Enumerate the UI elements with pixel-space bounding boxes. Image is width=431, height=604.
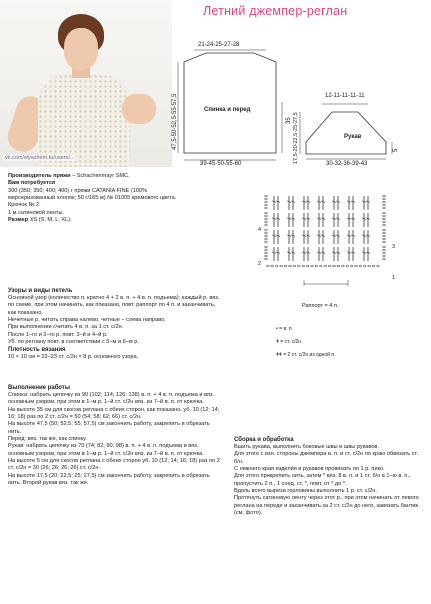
legend-text: = в. п. — [279, 326, 293, 332]
chain-symbol — [265, 207, 268, 209]
chain-symbol — [328, 265, 331, 267]
photo-jumper — [38, 74, 130, 167]
body-top-dimension: 21-24-25-27-28 — [198, 42, 240, 48]
chain-symbol — [265, 215, 268, 217]
chain-symbol — [355, 265, 358, 267]
chain-symbol — [315, 265, 318, 267]
chain-symbol — [383, 258, 386, 260]
chain-symbol — [383, 195, 386, 197]
chain-symbol — [271, 265, 274, 267]
materials-block — [8, 173, 180, 224]
chain-symbol — [265, 249, 268, 251]
legend-item — [276, 352, 335, 358]
chain-symbol — [383, 218, 386, 220]
chain-symbol — [265, 255, 268, 257]
patterns-paragraph: После 1–го и 2–го р. повт. 3–й и 4–й р. — [8, 331, 108, 338]
assembly-paragraph: Вшить рукава, выполнить боковые швы и швы рукавов. — [234, 444, 379, 450]
chain-symbol — [383, 201, 386, 203]
assembly-paragraph: Протянуть сатиновую ленту через этот р., при этом начинать от левого реглана на переде и заканчивать за 2 ст. с/2н до него, завязать бантик (см. фото). — [234, 495, 419, 517]
chain-symbol — [383, 252, 386, 254]
chain-symbol — [383, 207, 386, 209]
patterns-paragraph: При выполнении считать 4 в. п. за 1 ст. с/2н. — [8, 324, 124, 331]
chain-symbol — [265, 235, 268, 237]
legend-text: = 2 ст. с/2н из одной п. — [283, 352, 336, 358]
assembly-paragraph: Для этого с изн. стороны джемпера в. п. и ст. с/2н по краю обвязать ст. б/н. — [234, 451, 419, 465]
chain-symbol — [383, 224, 386, 226]
chain-symbol — [265, 195, 268, 197]
chain-symbol — [383, 229, 386, 231]
chain-symbol — [265, 258, 268, 260]
chain-icon: • — [276, 326, 278, 332]
chain-symbol — [265, 198, 268, 200]
chain-symbol — [383, 249, 386, 251]
body-label: Спинка и перед — [204, 107, 251, 113]
cluster-icon: ǂǂ — [276, 352, 282, 358]
chain-symbol — [265, 224, 268, 226]
chain-symbol — [311, 265, 314, 267]
patterns-paragraph: Уб. по реглану повт. в соответствии с 5–м и 6–м р. — [8, 339, 139, 346]
chain-symbol — [372, 265, 375, 267]
chain-symbol — [368, 265, 371, 267]
work-paragraph: На высоте 47,5 (50; 52,5; 55; 57,5) см закончить работу, закрепить и обрезать нить. — [8, 421, 210, 435]
row-number: 1 — [392, 275, 396, 281]
chain-symbol — [265, 212, 268, 214]
chain-symbol — [319, 265, 322, 267]
chain-symbol — [297, 265, 300, 267]
size-label: Размер — [8, 217, 29, 224]
patterns-paragraph: Основной узор (количество п. кратно 4 + 2 в. п. + 4 в. п. подъема): каждый р. вяз. по схеме, при этом начинать, как показано, повт. раппорт по 4 п. и заканчивать, как показано. — [8, 295, 220, 316]
chain-symbol — [359, 265, 362, 267]
chain-symbol — [265, 238, 268, 240]
chain-symbol — [293, 265, 296, 267]
body-bottom-dimension: 39-45-50-55-60 — [200, 161, 242, 167]
chain-symbol — [265, 229, 268, 231]
chain-symbol — [265, 204, 268, 206]
sleeve-bottom-dimension: 30-32-36-39-43 — [326, 161, 368, 167]
assembly-paragraph: Вдоль всего выреза горловины выполнить 1 р. ст. с/2н. — [234, 488, 377, 495]
work-header: Выполнение работы — [8, 385, 70, 391]
row-number: 3 — [392, 244, 396, 250]
rapport-label: Раппорт = 4 п. — [302, 303, 339, 309]
chain-symbol — [267, 265, 270, 267]
chain-symbol — [265, 201, 268, 203]
assembly-header: Сборка и обработка — [234, 437, 294, 443]
work-paragraph: На высоте 35 см для скосов реглана с обеих сторон, как показано, уб. 10 (12; 14; 16; 18) раз по 2 ст. с/2н = 50 (54; 58; 62; 66) ст. с/2н. — [8, 406, 220, 421]
chain-symbol — [363, 265, 366, 267]
yarn-label: Производитель пряжи — [8, 173, 71, 179]
assembly-paragraph: С нижнего края изделия и рукавов провязать по 1 р. пико. — [234, 466, 385, 473]
chain-symbol — [383, 204, 386, 206]
legend-item — [276, 339, 301, 345]
chain-symbol — [383, 221, 386, 223]
chain-symbol — [324, 265, 327, 267]
assembly-block — [234, 436, 424, 517]
patterns-block — [8, 287, 222, 362]
chain-symbol — [383, 246, 386, 248]
body-height-dimension: 47,5-50-52,5-55-57,5 — [172, 93, 178, 150]
model-photo — [0, 0, 172, 167]
chain-symbol — [383, 215, 386, 217]
size-value: XS (S; M; L; XL). — [28, 217, 72, 224]
row-number: 4 — [258, 227, 262, 233]
hook-text: Крючок № 2. — [8, 202, 41, 209]
sleeve-top-dimension: 12-11-11-11-11 — [325, 93, 365, 99]
chain-symbol — [383, 235, 386, 237]
chain-symbol — [280, 265, 283, 267]
sleeve-height-dimension: 17,5-20-22,5-25-27,5 — [293, 112, 299, 164]
chain-symbol — [383, 232, 386, 234]
photo-watermark: vk.com/wyazhem.tu/users/... — [5, 155, 75, 161]
work-paragraph: Перед: вяз. так же, как спинку. — [8, 436, 87, 443]
chain-symbol — [289, 265, 292, 267]
chain-symbol — [265, 221, 268, 223]
chain-symbol — [265, 252, 268, 254]
chain-symbol — [275, 265, 278, 267]
yarn-value: – Schachenmayr SMC. — [70, 173, 130, 179]
patterns-header: Узоры и виды петель — [8, 288, 73, 294]
sleeve-label: Рукав — [344, 134, 362, 140]
work-paragraph: Спинка: набрать цепочку из 90 (102; 114; 126; 138) в. п. + 4 в. п. подъема и вяз. основным узором, при этом в 1–м р. 1–й ст. с/2н вяз. из 7–й в. п. от крючка. — [8, 392, 215, 406]
chain-symbol — [383, 198, 386, 200]
row-number: 2 — [258, 261, 262, 267]
chain-symbol — [383, 212, 386, 214]
photo-arm — [122, 94, 156, 124]
chain-symbol — [265, 232, 268, 234]
chain-symbol — [306, 265, 309, 267]
chain-symbol — [265, 246, 268, 248]
chain-symbol — [383, 238, 386, 240]
sleeve-side-dimension: 5 — [393, 148, 399, 152]
body-outline — [184, 53, 276, 153]
work-paragraph: На высоте 17,5 (20; 22,5; 25; 27,5) см закончить работу, закрепить и обрезать нить. Второй рукав вяз. так же. — [8, 472, 210, 487]
legend-item — [276, 326, 293, 332]
chain-symbol — [350, 265, 353, 267]
chain-symbol — [333, 265, 336, 267]
patterns-paragraph: Нечетные р. читать справа налево, четные – слева направо. — [8, 317, 166, 324]
ribbon-text: 1 м сатиновой ленты. — [8, 209, 65, 216]
chain-symbol — [383, 241, 386, 243]
photo-face — [64, 28, 98, 70]
chain-symbol — [265, 218, 268, 220]
need-label: Вам потребуется — [8, 180, 56, 187]
chain-symbol — [302, 265, 305, 267]
work-paragraph: Рукав: набрать цепочку из 70 (74; 82; 90; 98) в. п. + 4 в. п. подъема и вяз. основным узором, при этом в 1–м р. 1–й ст. с/2н вяз. из 7–й в. п. от крючка. — [8, 443, 204, 457]
work-block — [8, 384, 222, 487]
crochet-chart — [262, 186, 392, 290]
chain-symbol — [265, 241, 268, 243]
chart-symbols — [265, 195, 386, 267]
need-text: 300 (350; 350; 400; 400) г пряжи CATANIA FINE (100% мерсеризованный хлопок; 50 г/165 м) № 01005 кремового цвета. — [8, 187, 177, 202]
chain-symbol — [377, 265, 380, 267]
density-text: 10 × 10 см = 22–23 ст. с/2н × 8 р. основного узора. — [8, 354, 139, 361]
chain-symbol — [337, 265, 340, 267]
sleeve-outline — [306, 112, 386, 154]
chain-symbol — [346, 265, 349, 267]
double-crochet-icon: ǂ — [276, 339, 279, 345]
chain-symbol — [341, 265, 344, 267]
chain-symbol — [284, 265, 287, 267]
pattern-schematic — [172, 28, 431, 178]
page-title: Летний джемпер-реглан — [203, 4, 348, 18]
work-paragraph: На высоте 5 см для скосов реглана с обеих сторон уб. 10 (12; 14; 16; 18) раз по 2 ст. с/2н = 30 (26; 26; 26; 26) ст. с/2н. — [8, 458, 220, 472]
assembly-paragraph: Для этого прикрепить нить, затем * вяз. 8 в. п. и 1 ст. б/н в 1–ю в. п., пропустить 2 п., 1 соед. ст. *, повт. от * до *. — [234, 473, 411, 487]
legend-text: = ст. с/2н — [280, 339, 302, 345]
chain-symbol — [383, 255, 386, 257]
body-side-dimension: 35 — [286, 117, 292, 124]
density-header: Плотность вязания — [8, 347, 66, 354]
